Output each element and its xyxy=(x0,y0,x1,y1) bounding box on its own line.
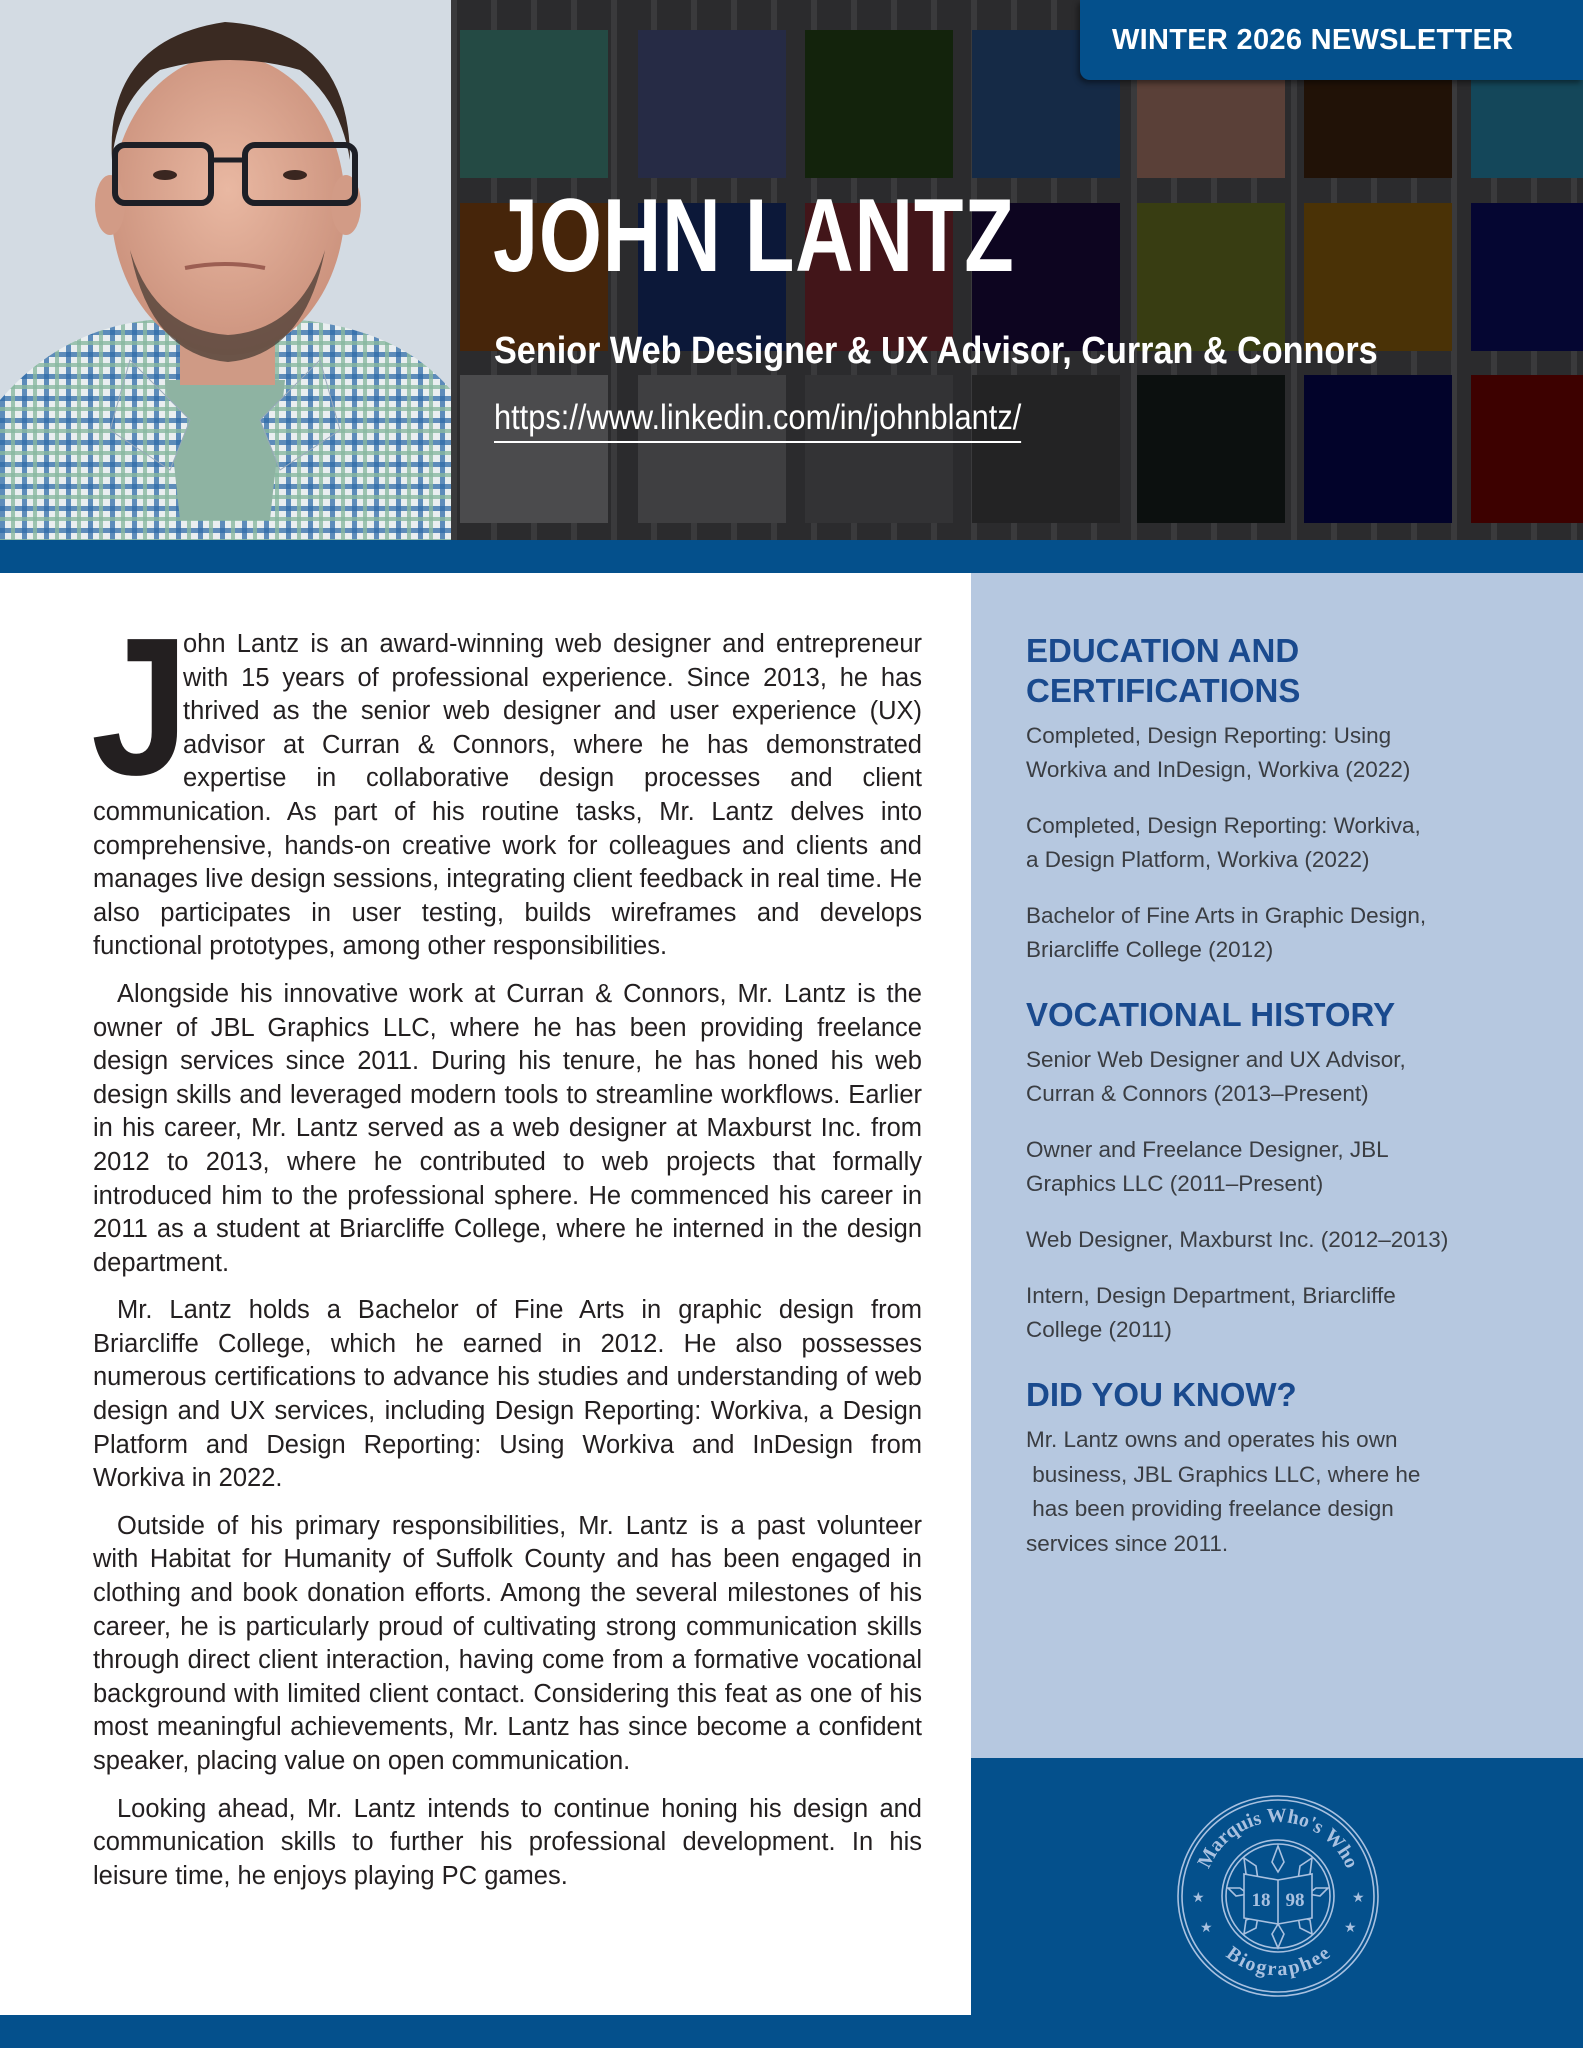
vocational-item: Web Designer, Maxburst Inc. (2012–2013) xyxy=(1026,1227,1449,1252)
header-divider-band xyxy=(0,540,1583,573)
svg-text:★: ★ xyxy=(1200,1920,1213,1936)
education-item: Completed, Design Reporting: Using Workiva and InDesign, Workiva (2022) xyxy=(1026,723,1411,782)
mosaic-tile xyxy=(1137,203,1285,351)
mosaic-tile xyxy=(1137,375,1285,523)
bio-paragraph-4: Outside of his primary responsibilities, Mr. Lantz is a past volunteer with Habitat for Humanity of Suffolk County and has been engaged in clothing and book donation efforts. Among the several milestones of his career, he is particularly proud of cultivating strong communication skills through direct client interaction, having come from a formative vocational background with limited client contact. Considering this feat as one of his most meaningful achievements, Mr. Lantz has since become a confident speaker, placing value on open communication. xyxy=(93,1511,922,1775)
header xyxy=(0,0,1583,540)
vocational-item: Intern, Design Department, Briarcliffe College (2011) xyxy=(1026,1283,1396,1342)
vocational-heading: VOCATIONAL HISTORY xyxy=(1026,996,1396,1033)
drop-cap: J xyxy=(91,597,190,816)
svg-text:★: ★ xyxy=(1192,1890,1205,1906)
sidebar xyxy=(971,573,1583,1758)
mosaic-tile xyxy=(638,30,786,178)
mosaic-tile xyxy=(1471,203,1583,351)
did-you-know-text: Mr. Lantz owns and operates his own business, JBL Graphics LLC, where he has been providing freelance design services since 2011. xyxy=(1026,1427,1421,1556)
job-title: Senior Web Designer & UX Advisor, Curran & Connors xyxy=(494,330,1378,372)
education-item: Bachelor of Fine Arts in Graphic Design, Briarcliffe College (2012) xyxy=(1026,903,1427,962)
education-heading: EDUCATION AND CERTIFICATIONS xyxy=(1026,632,1301,709)
newsletter-badge: WINTER 2026 NEWSLETTER xyxy=(1080,0,1583,80)
portrait-illustration xyxy=(0,0,451,540)
svg-text:Marquis Who's Who: Marquis Who's Who xyxy=(1193,1804,1363,1872)
svg-text:Biographee: Biographee xyxy=(1222,1942,1335,1981)
bio-paragraph-5: Looking ahead, Mr. Lantz intends to continue honing his design and communication skills to further his professional development. In his leisure time, he enjoys playing PC games. xyxy=(93,1794,922,1890)
svg-text:★: ★ xyxy=(1344,1920,1357,1936)
mosaic-tile xyxy=(1304,375,1452,523)
linkedin-link[interactable]: https://www.linkedin.com/in/johnblantz/ xyxy=(494,398,1021,443)
education-item: Completed, Design Reporting: Workiva, a Design Platform, Workiva (2022) xyxy=(1026,813,1421,872)
vocational-item: Senior Web Designer and UX Advisor, Curran & Connors (2013–Present) xyxy=(1026,1047,1406,1106)
education-section xyxy=(1026,631,1546,967)
mosaic-tile xyxy=(805,30,953,178)
biography-column xyxy=(91,597,922,1907)
did-you-know-section xyxy=(1026,1375,1546,1561)
marquis-whos-who-seal-icon xyxy=(1174,1792,1382,2000)
did-you-know-heading: DID YOU KNOW? xyxy=(1026,1376,1297,1413)
svg-text:★: ★ xyxy=(1352,1890,1365,1906)
mosaic-tile xyxy=(1304,203,1452,351)
profile-photo xyxy=(0,0,451,540)
person-name: JOHN LANTZ xyxy=(493,178,1015,294)
footer-band xyxy=(0,2015,1583,2048)
svg-text:98: 98 xyxy=(1285,1890,1305,1911)
svg-text:18: 18 xyxy=(1251,1890,1271,1911)
seal-panel xyxy=(971,1758,1583,2015)
bio-paragraph-2: Alongside his innovative work at Curran & Connors, Mr. Lantz is the owner of JBL Graphics LLC, where he has been providing freelance design services since 2011. During his tenure, he has honed his web design skills and leveraged modern tools to streamline workflows. Earlier in his career, Mr. Lantz served as a web designer at Maxburst Inc. from 2012 to 2013, where he contributed to web projects that formally introduced him to the professional sphere. He commenced his career in 2011 as a student at Briarcliffe College, where he interned in the design department. xyxy=(93,979,922,1277)
vocational-section xyxy=(1026,995,1546,1347)
bio-paragraph-3: Mr. Lantz holds a Bachelor of Fine Arts in graphic design from Briarcliffe College, which he earned in 2012. He also possesses numerous certifications to advance his studies and understanding of web design and UX services, including Design Reporting: Workiva, a Design Platform and Design Reporting: Using Workiva and InDesign from Workiva in 2022. xyxy=(93,1296,922,1493)
bio-paragraph-1: J ohn Lantz is an award-winning web designer and entrepreneur with 15 years of professional experience. Since 2013, he has thrived as the senior web designer and user experience (UX) advisor at Curran & Connors, where he has demonstrated expertise in collaborative design processes and client communication. As part of his routine tasks, Mr. Lantz delves into comprehensive, hands-on creative work for colleagues and clients and manages live design sessions, integrating client feedback in real time. He also participates in user testing, builds wireframes and develops functional prototypes, among other responsibilities. xyxy=(91,597,922,961)
mosaic-tile xyxy=(460,30,608,178)
mosaic-tile xyxy=(1471,375,1583,523)
vocational-item: Owner and Freelance Designer, JBL Graphics LLC (2011–Present) xyxy=(1026,1137,1389,1196)
